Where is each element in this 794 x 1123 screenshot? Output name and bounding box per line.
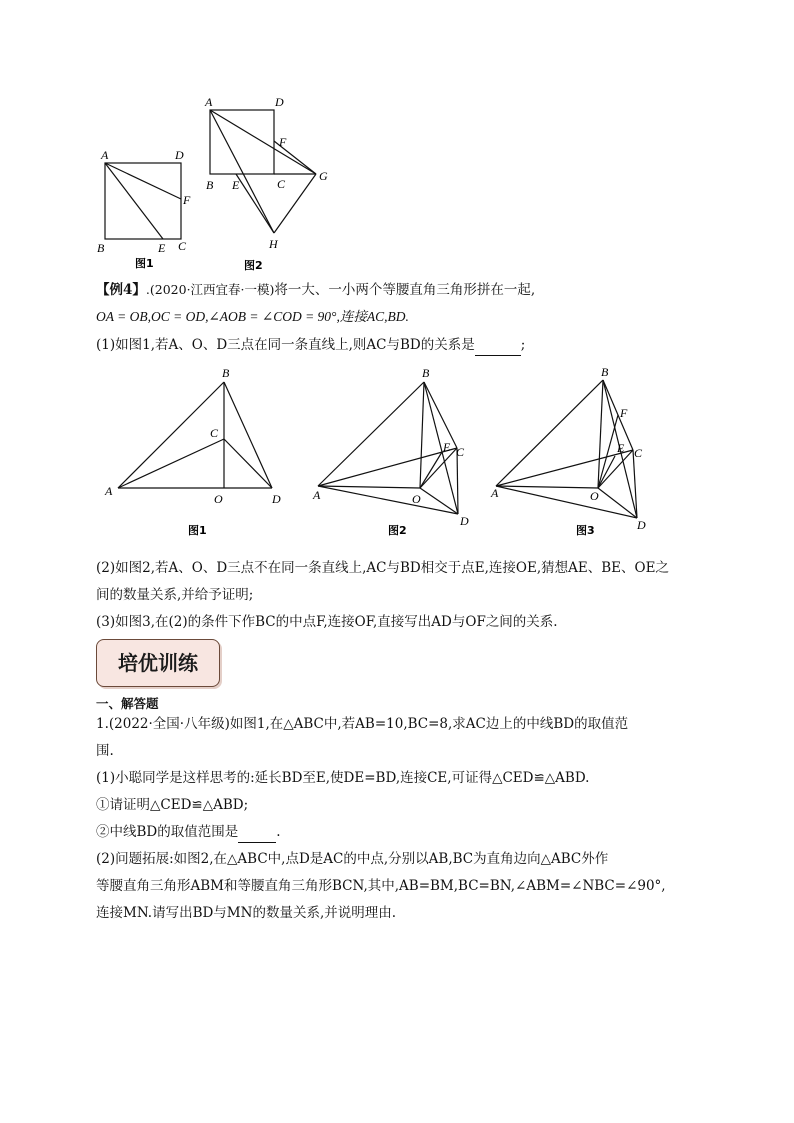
e4-fig3-label-B: B xyxy=(601,365,609,379)
section-badge-label: 培优训练 xyxy=(118,651,198,675)
e4-fig3-AO xyxy=(496,486,598,488)
e4-fig2-label-E: E xyxy=(443,440,451,454)
e4-fig3-caption: 图3 xyxy=(576,524,595,537)
example4-q1-text: (1)如图1,若A、O、D三点在同一条直线上,则AC与BD的关系是 xyxy=(96,337,475,353)
example4-line1 xyxy=(96,280,535,300)
fig2-label-A: A xyxy=(205,95,213,109)
fig2-line-AH xyxy=(210,110,274,233)
fig1-line-AF xyxy=(105,163,181,199)
problem1-part1b-blank xyxy=(238,822,276,843)
problem1-part1b-end: . xyxy=(276,824,281,840)
e4-fig1-label-D: D xyxy=(272,492,281,506)
example4-intro: 将一大、一小两个等腰直角三角形拼在一起, xyxy=(274,282,536,298)
fig1-label-D: D xyxy=(175,148,184,162)
top-figures xyxy=(90,88,350,274)
fig2-line-AG xyxy=(210,110,316,174)
problem1-part1b-text: ②中线BD的取值范围是 xyxy=(96,824,239,840)
e4-fig2-label-B: B xyxy=(422,366,430,380)
e4-fig2-AB xyxy=(318,382,424,486)
e4-fig2-AC xyxy=(318,448,457,486)
fig1-label-C: C xyxy=(178,239,187,253)
e4-fig2-label-D: D xyxy=(460,514,469,528)
e4-fig2-label-C: C xyxy=(456,445,465,459)
e4-fig3-label-E: E xyxy=(617,441,625,455)
fig2-label-H: H xyxy=(269,237,278,251)
e4-fig3-label-O: O xyxy=(590,489,599,503)
fig2-line-EH xyxy=(236,174,274,233)
e4-fig1-BD xyxy=(224,382,272,488)
example4-q3: (3)如图3,在(2)的条件下作BC的中点F,连接OF,直接写出AD与OF之间的关系. xyxy=(96,614,558,630)
problem1-part2-line3: 连接MN.请写出BD与MN的数量关系,并说明理由. xyxy=(96,905,397,921)
e4-fig2-label-O: O xyxy=(412,492,421,506)
e4-fig1-CD xyxy=(224,439,272,488)
problem1-part1: (1)小聪同学是这样思考的:延长BD至E,使DE=BD,连接CE,可证得△CED≌△ABD. xyxy=(96,770,590,786)
e4-fig2-BO xyxy=(420,382,424,488)
fig2-caption: 图2 xyxy=(244,259,263,272)
example4-line2: OA = OB,OC = OD,∠AOB = ∠COD = 90°,连接AC,BD. xyxy=(96,309,409,324)
e4-fig2-label-A: A xyxy=(313,488,321,502)
e4-fig2-caption: 图2 xyxy=(388,524,407,537)
e4-fig1-label-O: O xyxy=(214,492,223,506)
fig1-square xyxy=(105,163,181,239)
example4-tag: 【例4】 xyxy=(96,282,146,298)
e4-fig1-AC xyxy=(118,439,224,488)
e4-fig3-AB xyxy=(496,380,603,486)
example4-source: .(2020·江西宜春·一模) xyxy=(145,282,275,297)
fig1-caption: 图1 xyxy=(135,257,154,270)
e4-fig3-AC xyxy=(496,450,633,486)
problem1-line1: 1.(2022·全国·八年级)如图1,在△ABC中,若AB=10,BC=8,求AC边上的中线BD的取值范 xyxy=(96,716,629,732)
problem1-part2-line1: (2)问题拓展:如图2,在△ABC中,点D是AC的中点,分别以AB,BC为直角边向△ABC外作 xyxy=(96,851,609,867)
fig2-label-B: B xyxy=(206,178,214,192)
fig1-line-AE xyxy=(105,163,163,239)
problem1-part2-line2: 等腰直角三角形ABM和等腰直角三角形BCN,其中,AB=BM,BC=BN,∠ABM=∠NBC=∠90°, xyxy=(96,878,666,894)
example4-q1-end: ; xyxy=(520,337,526,353)
fig2-square xyxy=(210,110,274,174)
e4-fig1-label-C: C xyxy=(210,426,219,440)
e4-fig1-caption: 图1 xyxy=(188,524,207,537)
section-badge xyxy=(96,639,220,687)
fig2-label-E: E xyxy=(232,178,240,192)
fig1-label-B: B xyxy=(97,241,105,255)
example4-q1-blank xyxy=(475,335,521,356)
fig2-label-F: F xyxy=(279,135,287,149)
e4-fig2-AO xyxy=(318,486,420,488)
problem1-line2: 围. xyxy=(96,743,114,759)
example4-q1 xyxy=(96,335,525,356)
e4-fig1-label-B: B xyxy=(222,366,230,380)
example4-figures xyxy=(100,362,660,542)
fig2-label-C: C xyxy=(277,177,286,191)
fig1-label-F: F xyxy=(183,193,191,207)
e4-fig2-BC xyxy=(424,382,457,448)
section-heading: 一、解答题 xyxy=(96,696,159,711)
e4-fig1-label-A: A xyxy=(105,484,113,498)
problem1-part1a: ①请证明△CED≌△ABD; xyxy=(96,797,249,813)
e4-fig3-label-F: F xyxy=(620,406,628,420)
e4-fig3-label-C: C xyxy=(634,446,643,460)
e4-fig1-AB xyxy=(118,382,224,488)
problem1-part1b xyxy=(96,822,281,843)
fig2-label-G: G xyxy=(319,169,328,183)
e4-fig3-label-D: D xyxy=(637,518,646,532)
fig1-label-E: E xyxy=(158,241,166,255)
example4-q2-line2: 间的数量关系,并给予证明; xyxy=(96,587,254,603)
fig1-label-A: A xyxy=(101,148,109,162)
e4-fig3-label-A: A xyxy=(491,486,499,500)
e4-fig2-OC xyxy=(420,448,457,488)
example4-q2-line1: (2)如图2,若A、O、D三点不在同一条直线上,AC与BD相交于点E,连接OE,猜想AE、BE、OE之 xyxy=(96,560,669,576)
fig2-label-D: D xyxy=(275,95,284,109)
